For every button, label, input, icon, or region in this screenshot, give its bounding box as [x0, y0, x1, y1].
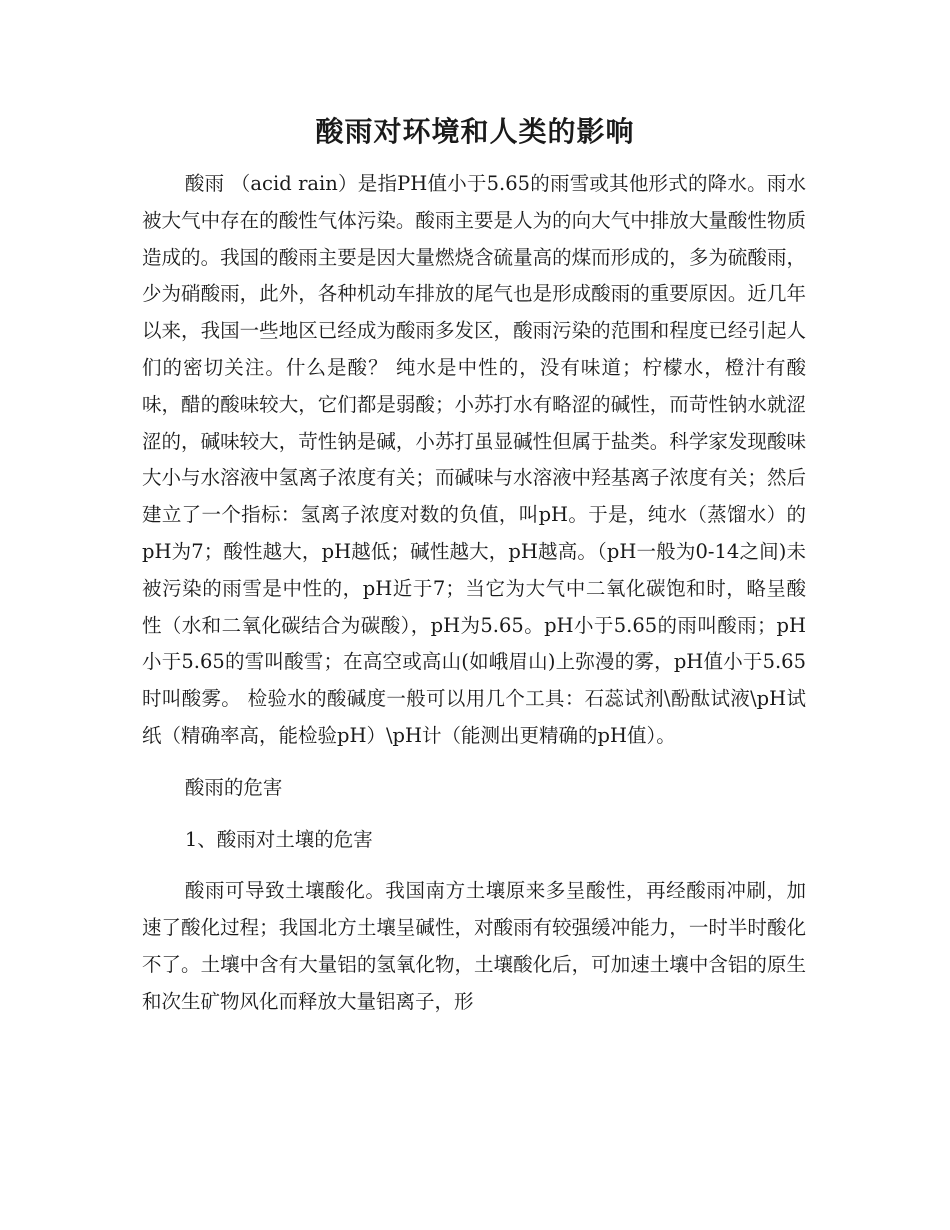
- paragraph-intro: 酸雨 （acid rain）是指PH值小于5.65的雨雪或其他形式的降水。雨水被大气中存在的酸性气体污染。酸雨主要是人为的向大气中排放大量酸性物质造成的。我国的酸雨主要是因大量燃烧含硫量高的煤而形成的，多为硫酸雨，少为硝酸雨，此外，各种机动车排放的尾气也是形成酸雨的重要原因。近几年以来，我国一些地区已经成为酸雨多发区，酸雨污染的范围和程度已经引起人们的密切关注。什么是酸？ 纯水是中性的，没有味道；柠檬水，橙汁有酸味，醋的酸味较大，它们都是弱酸；小苏打水有略涩的碱性，而苛性钠水就涩涩的，碱味较大，苛性钠是碱，小苏打虽显碱性但属于盐类。科学家发现酸味大小与水溶液中氢离子浓度有关；而碱味与水溶液中羟基离子浓度有关；然后建立了一个指标：氢离子浓度对数的负值，叫pH。于是，纯水（蒸馏水）的pH为7；酸性越大，pH越低；碱性越大，pH越高。（pH一般为0-14之间)未被污染的雨雪是中性的，pH近于7；当它为大气中二氧化碳饱和时，略呈酸性（水和二氧化碳结合为碳酸），pH为5.65。pH小于5.65的雨叫酸雨；pH小于5.65的雪叫酸雪；在高空或高山(如峨眉山)上弥漫的雾，pH值小于5.65时叫酸雾。 检验水的酸碱度一般可以用几个工具：石蕊试剂\酚酞试液\pH试纸（精确率高，能检验pH）\pH计（能测出更精确的pH值）。: [142, 172, 806, 747]
- document-body: [142, 166, 806, 1021]
- section-heading-hazards: 酸雨的危害: [184, 775, 283, 799]
- subsection-heading-soil: 1、酸雨对土壤的危害: [184, 827, 373, 851]
- paragraph-soil: 酸雨可导致土壤酸化。我国南方土壤原来多呈酸性，再经酸雨冲刷，加速了酸化过程；我国北方土壤呈碱性，对酸雨有较强缓冲能力，一时半时酸化不了。土壤中含有大量铝的氢氧化物，土壤酸化后，可加速土壤中含铝的原生和次生矿物风化而释放大量铝离子，形: [142, 879, 806, 1013]
- document-title: 酸雨对环境和人类的影响: [315, 115, 635, 148]
